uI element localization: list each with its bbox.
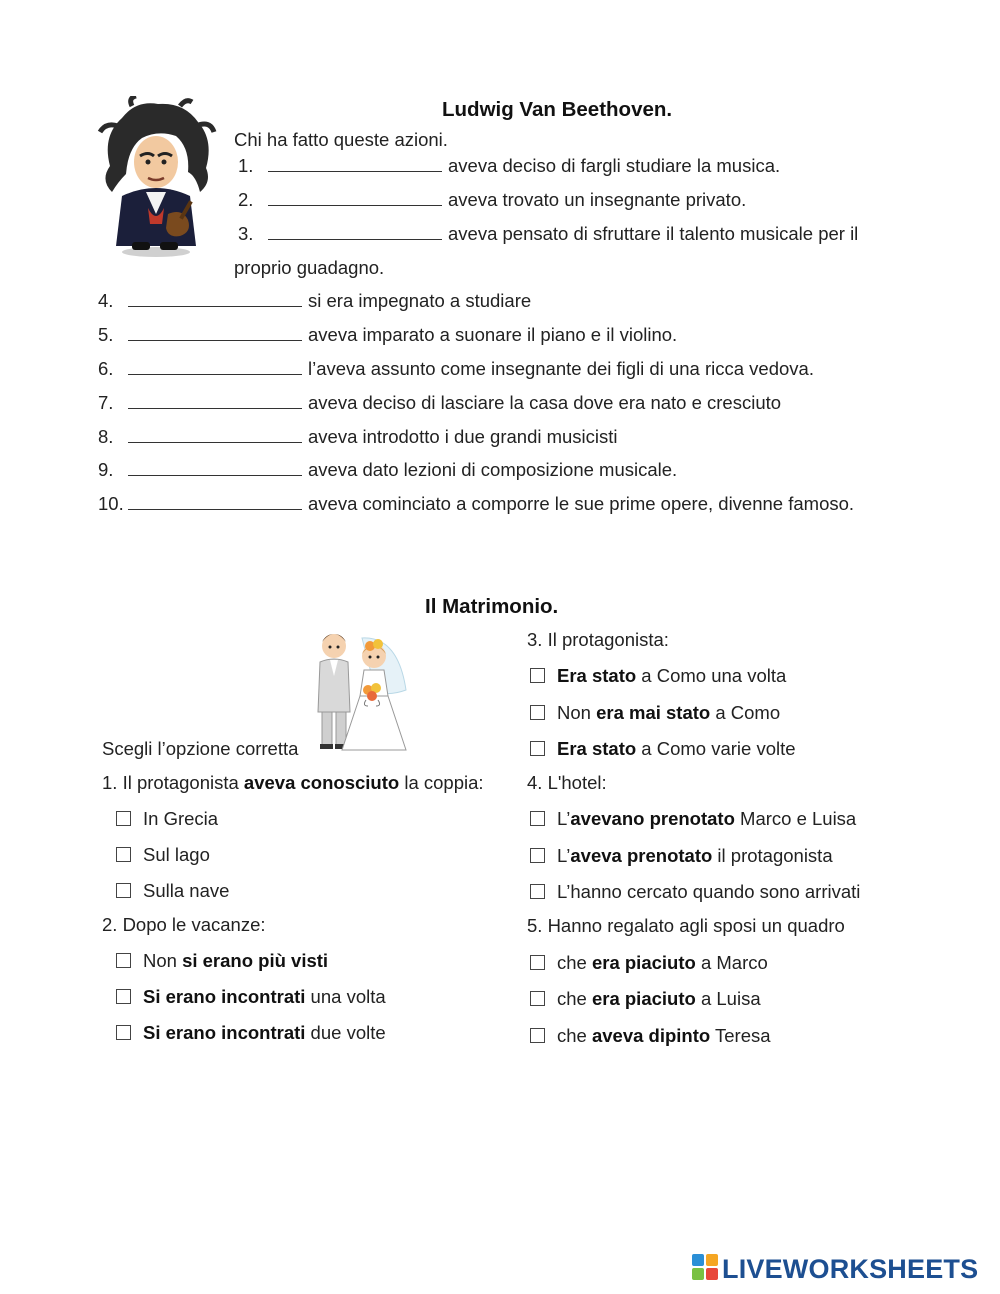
option-label: Non (557, 702, 597, 723)
list-item (98, 459, 677, 481)
list-item (238, 155, 780, 177)
item-number: 6. (98, 358, 114, 379)
option-bold: era piaciuto (591, 988, 696, 1009)
option-bold: Si erano incontrati (143, 986, 306, 1007)
answer-blank[interactable] (268, 191, 442, 206)
option-row[interactable] (530, 665, 786, 687)
checkbox[interactable] (530, 811, 545, 826)
answer-blank[interactable] (128, 326, 302, 341)
option-label: a Como varie volte (636, 738, 796, 759)
section2-title: Il Matrimonio. (425, 595, 559, 618)
bride-and-groom-icon (306, 626, 410, 754)
option-row[interactable] (116, 950, 328, 972)
answer-blank[interactable] (268, 157, 442, 172)
option-label: che (557, 952, 592, 973)
option-row[interactable] (116, 844, 210, 866)
option-bold: aveva prenotato (570, 845, 713, 866)
list-item (98, 290, 531, 312)
item-number: 10. (98, 493, 124, 514)
item-number: 2. (238, 189, 254, 210)
checkbox[interactable] (530, 955, 545, 970)
answer-blank[interactable] (128, 394, 302, 409)
option-label: L’ (557, 845, 571, 866)
option-row[interactable] (116, 808, 218, 830)
checkbox[interactable] (530, 848, 545, 863)
item-text: aveva introdotto i due grandi musicisti (308, 426, 618, 447)
section2-instruction: Scegli l’opzione corretta (102, 738, 299, 759)
list-item (98, 493, 854, 515)
option-label: che (557, 1025, 592, 1046)
answer-blank[interactable] (128, 292, 302, 307)
item-number: 4. (98, 290, 114, 311)
question-5-label: 5. Hanno regalato agli sposi un quadro (527, 915, 845, 936)
option-bold: aveva dipinto (591, 1025, 711, 1046)
option-bold: Si erano incontrati (143, 1022, 306, 1043)
option-row[interactable] (530, 738, 796, 760)
option-row[interactable] (530, 845, 833, 867)
item-text: l’aveva assunto come insegnante dei figli di una ricca vedova. (308, 358, 814, 379)
option-label: il protagonista (712, 845, 833, 866)
checkbox[interactable] (530, 1028, 545, 1043)
option-row[interactable] (530, 1025, 771, 1047)
item-text: aveva pensato di sfruttare il talento musicale per il (448, 223, 859, 244)
option-row[interactable] (116, 986, 386, 1008)
item-text: aveva cominciato a comporre le sue prime opere, divenne famoso. (308, 493, 855, 514)
option-row[interactable] (530, 702, 780, 724)
list-item (98, 358, 814, 380)
liveworksheets-logo[interactable] (692, 1254, 978, 1285)
section1-title: Ludwig Van Beethoven. (442, 98, 673, 121)
list-item (98, 426, 618, 448)
question-text: la coppia: (399, 772, 484, 793)
answer-blank[interactable] (268, 225, 442, 240)
option-bold: era piaciuto (591, 952, 696, 973)
item-text: aveva deciso di lasciare la casa dove era nato e cresciuto (308, 392, 782, 413)
option-row[interactable] (530, 952, 768, 974)
list-item (238, 223, 858, 245)
answer-blank[interactable] (128, 360, 302, 375)
list-item (98, 392, 781, 414)
item-number: 8. (98, 426, 114, 447)
option-label: che (557, 988, 592, 1009)
list-item (238, 189, 746, 211)
question-2-label: 2. Dopo le vacanze: (102, 914, 266, 935)
option-label: Sul lago (143, 844, 210, 865)
item-text: aveva dato lezioni di composizione musicale. (308, 459, 678, 480)
option-label: a Como (710, 702, 781, 723)
list-item (98, 324, 677, 346)
question-4-label: 4. L'hotel: (527, 772, 607, 793)
option-label: una volta (305, 986, 386, 1007)
question-bold: aveva conosciuto (243, 772, 400, 793)
checkbox[interactable] (116, 883, 131, 898)
option-label: Sulla nave (143, 880, 230, 901)
answer-blank[interactable] (128, 428, 302, 443)
option-label: Non (143, 950, 183, 971)
option-label: L’ (557, 808, 571, 829)
checkbox[interactable] (116, 1025, 131, 1040)
checkbox[interactable] (530, 668, 545, 683)
option-label: L’hanno cercato quando sono arrivati (557, 881, 861, 902)
question-text: 1. Il protagonista (102, 772, 244, 793)
item-text: si era impegnato a studiare (308, 290, 532, 311)
option-bold: Era stato (557, 738, 637, 759)
logo-blocks-icon (692, 1254, 718, 1285)
option-row[interactable] (530, 988, 761, 1010)
checkbox[interactable] (530, 991, 545, 1006)
option-label: due volte (305, 1022, 386, 1043)
item-continuation: proprio guadagno. (234, 257, 385, 278)
option-bold: Era stato (557, 665, 637, 686)
question-3-label: 3. Il protagonista: (527, 629, 669, 650)
beethoven-caricature-icon (92, 96, 218, 258)
wedding-image (306, 626, 410, 754)
option-bold: era mai stato (596, 702, 711, 723)
item-text: aveva trovato un insegnante privato. (448, 189, 747, 210)
option-label: a Marco (695, 952, 768, 973)
item-text: aveva deciso di fargli studiare la musica. (448, 155, 781, 176)
option-row[interactable] (530, 808, 856, 830)
item-number: 1. (238, 155, 254, 176)
checkbox[interactable] (116, 953, 131, 968)
item-text: aveva imparato a suonare il piano e il violino. (308, 324, 678, 345)
option-label: Marco e Luisa (734, 808, 857, 829)
item-number: 9. (98, 459, 114, 480)
checkbox[interactable] (530, 741, 545, 756)
item-number: 3. (238, 223, 254, 244)
section1-instruction: Chi ha fatto queste azioni. (234, 129, 448, 150)
option-label: Teresa (710, 1025, 771, 1046)
item-number: 7. (98, 392, 114, 413)
checkbox[interactable] (116, 847, 131, 862)
option-label: a Como una volta (636, 665, 787, 686)
option-bold: si erano più visti (182, 950, 329, 971)
answer-blank[interactable] (128, 495, 302, 510)
checkbox[interactable] (530, 884, 545, 899)
checkbox[interactable] (530, 705, 545, 720)
beethoven-image (92, 96, 218, 258)
item-number: 5. (98, 324, 114, 345)
checkbox[interactable] (116, 989, 131, 1004)
option-row[interactable] (116, 880, 229, 902)
answer-blank[interactable] (128, 461, 302, 476)
option-label: a Luisa (695, 988, 761, 1009)
logo-text: LIVEWORKSHEETS (722, 1254, 979, 1284)
option-row[interactable] (116, 1022, 386, 1044)
option-label: In Grecia (143, 808, 219, 829)
option-row[interactable] (530, 881, 860, 903)
question-1-label (102, 772, 484, 794)
checkbox[interactable] (116, 811, 131, 826)
option-bold: avevano prenotato (570, 808, 735, 829)
